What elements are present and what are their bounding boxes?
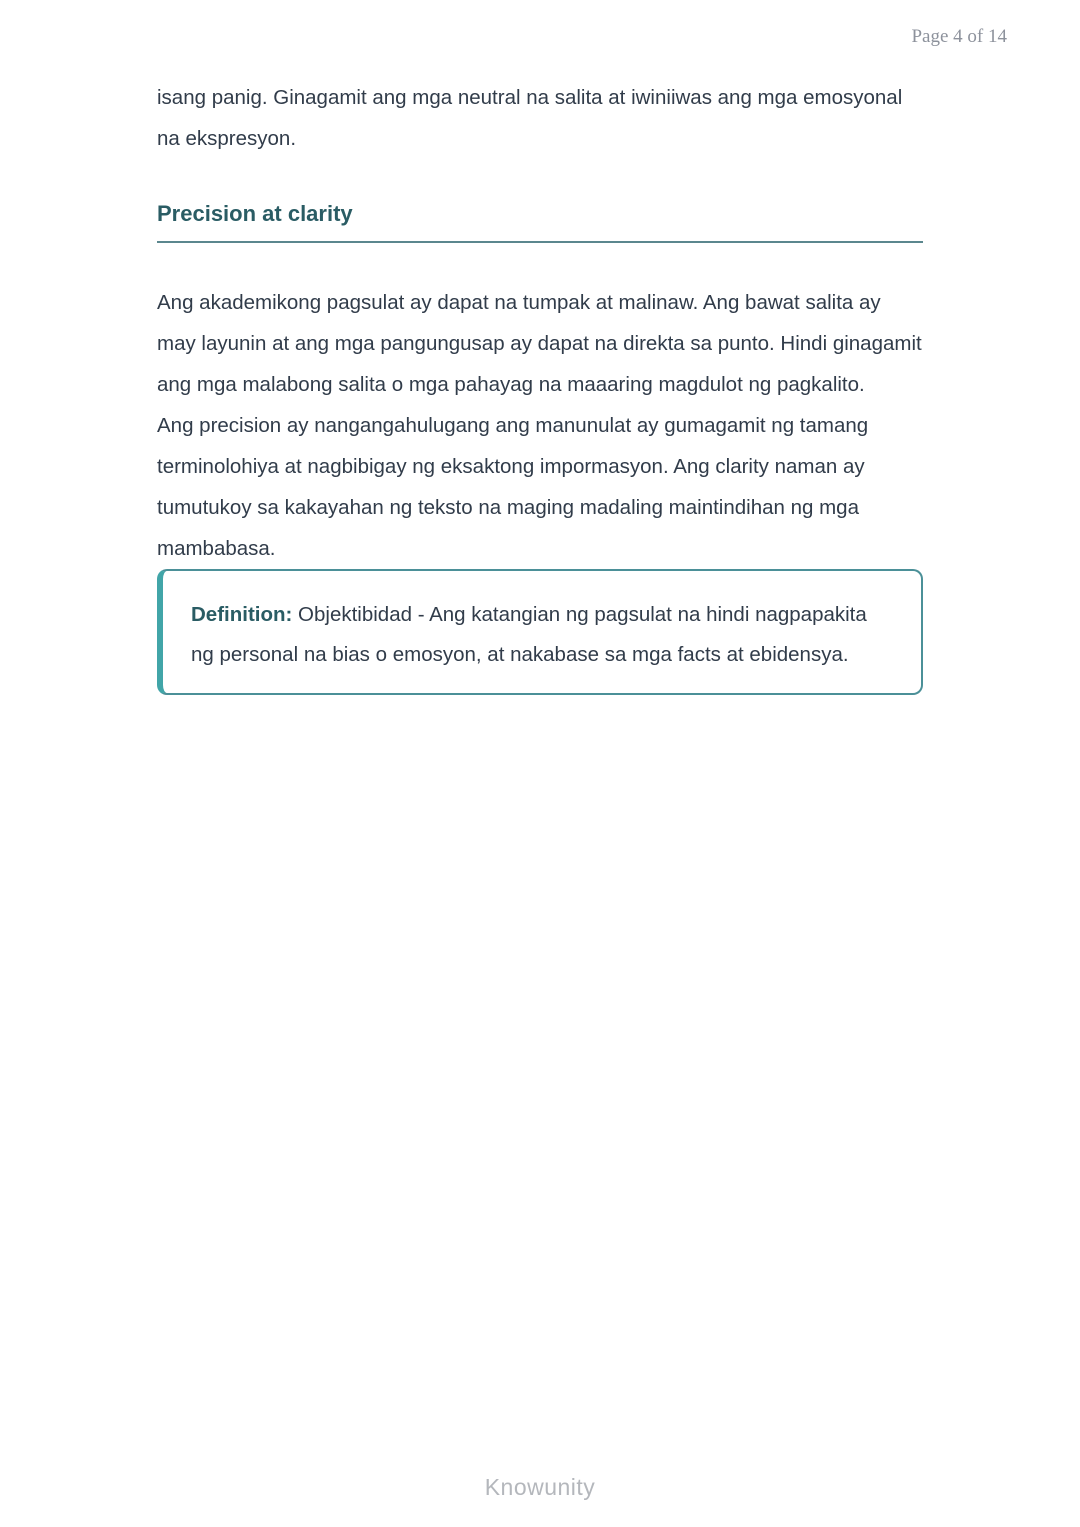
section-heading: Precision at clarity	[157, 199, 923, 243]
footer-brand: Knowunity	[484, 1474, 596, 1500]
definition-text	[191, 595, 893, 675]
page-indicator: Page 4 of 14	[911, 26, 1007, 47]
paragraph: Ang precision ay nangangahulugang ang manunulat ay gumagamit ng tamang terminolohiya at nagbibigay ng eksaktong impormasyon. Ang clarity naman ay tumutukoy sa kakayahan ng teksto na maging madaling maintindihan ng mga mambabasa.	[157, 414, 869, 560]
definition-box	[157, 569, 923, 695]
document-content	[157, 77, 923, 695]
definition-label: Definition:	[191, 603, 293, 626]
paragraph: Ang akademikong pagsulat ay dapat na tumpak at malinaw. Ang bawat salita ay may layunin at ang mga pangungusap ay dapat na direkta sa punto. Hindi ginagamit ang mga malabong salita o mga pahayag na maaaring magdulot ng pagkalito.	[157, 291, 922, 396]
paragraph-intro: isang panig. Ginagamit ang mga neutral na salita at iwiniiwas ang mga emosyonal na ekspresyon.	[157, 86, 903, 150]
definition-body: Objektibidad - Ang katangian ng pagsulat na hindi nagpapakita ng personal na bias o emosyon, at nakabase sa mga facts at ebidensya.	[191, 603, 867, 666]
